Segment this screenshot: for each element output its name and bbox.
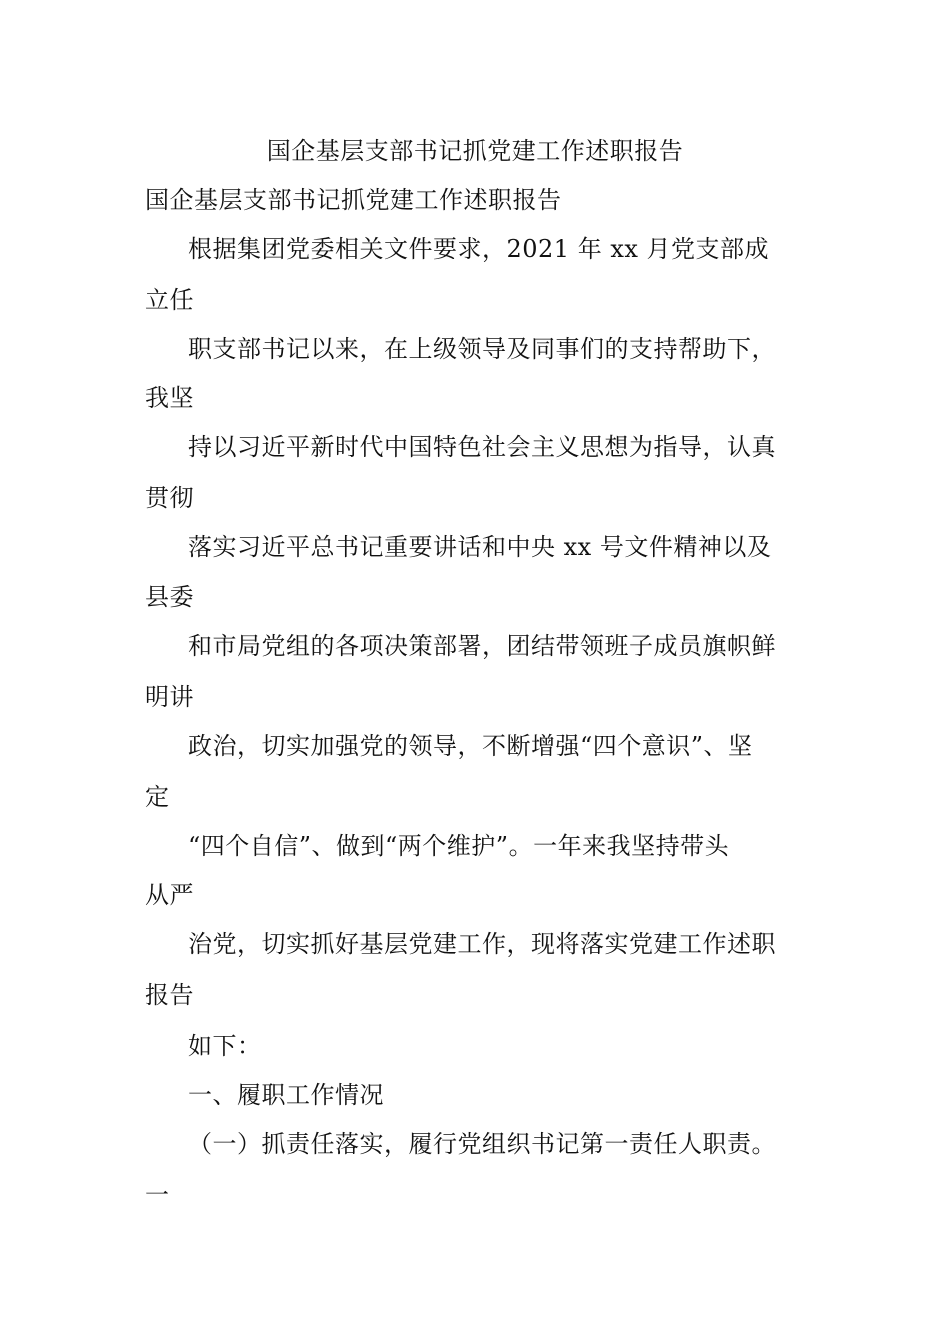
- document-title: 国企基层支部书记抓党建工作述职报告: [266, 137, 684, 165]
- body-line: 落实习近平总书记重要讲话和中央 xx 号文件精神以及: [188, 533, 772, 561]
- body-line: 从严: [145, 881, 194, 909]
- body-line: 根据集团党委相关文件要求，2021 年 xx 月党支部成: [188, 235, 770, 263]
- body-line: 一: [145, 1181, 170, 1209]
- body-line: 立任: [145, 286, 194, 314]
- body-line: 治党，切实抓好基层党建工作，现将落实党建工作述职: [188, 930, 776, 958]
- body-line: 县委: [145, 583, 194, 611]
- body-line: 明讲: [145, 683, 194, 711]
- body-line: 政治，切实加强党的领导，不断增强“四个意识”、坚: [188, 732, 753, 760]
- body-line: 贯彻: [145, 484, 194, 512]
- body-line: 报告: [145, 981, 194, 1009]
- body-line: “四个自信”、做到“两个维护”。一年来我坚持带头: [188, 832, 730, 860]
- document-subtitle: 国企基层支部书记抓党建工作述职报告: [145, 186, 562, 214]
- body-line: 职支部书记以来，在上级领导及同事们的支持帮助下，: [188, 335, 776, 363]
- body-line: 持以习近平新时代中国特色社会主义思想为指导，认真: [188, 433, 776, 461]
- body-line: 我坚: [145, 384, 194, 412]
- body-line: 定: [145, 783, 170, 811]
- body-line: 和市局党组的各项决策部署，团结带领班子成员旗帜鲜: [188, 632, 776, 660]
- section-heading: 一、履职工作情况: [188, 1081, 384, 1109]
- body-line: 如下：: [188, 1032, 262, 1060]
- subsection-heading: （一）抓责任落实，履行党组织书记第一责任人职责。: [188, 1130, 776, 1158]
